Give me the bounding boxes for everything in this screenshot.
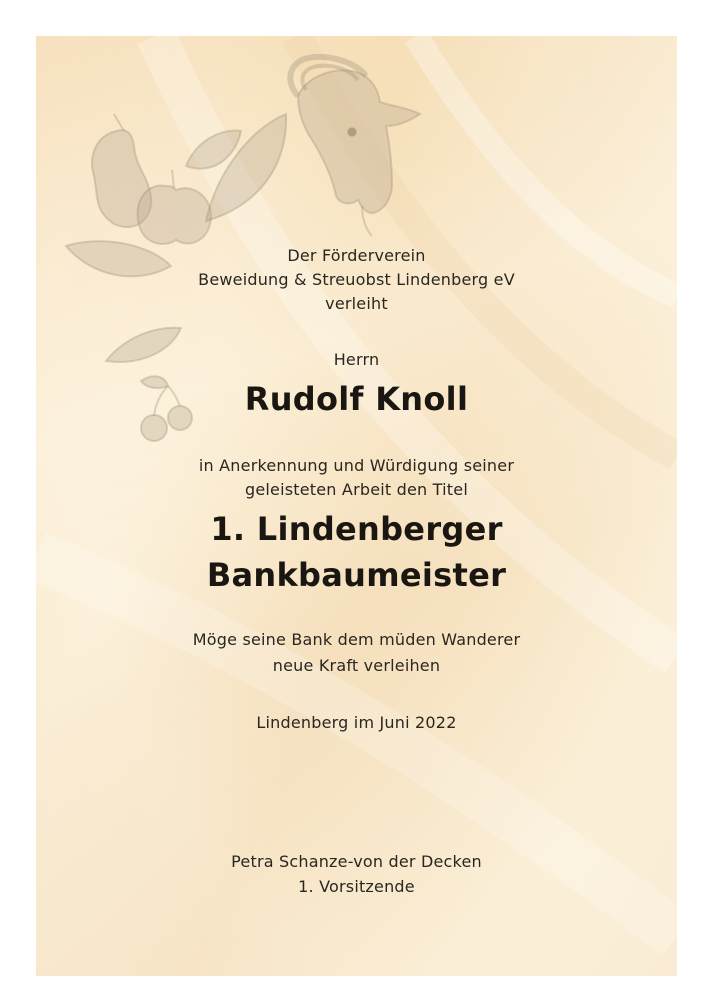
reason-line-2: geleisteten Arbeit den Titel: [245, 480, 468, 499]
issuer-line-2: Beweidung & Streuobst Lindenberg eV: [198, 270, 515, 289]
recipient-name: Rudolf Knoll: [244, 380, 469, 418]
certificate: [36, 36, 677, 976]
signer-role: 1. Vorsitzende: [298, 877, 415, 896]
award-title-line-1: 1. Lindenberger: [210, 510, 503, 548]
award-title-line-2: Bankbaumeister: [206, 556, 507, 594]
place-date: Lindenberg im Juni 2022: [256, 713, 457, 732]
wish-line-2: neue Kraft verleihen: [272, 656, 441, 675]
wish-line-1: Möge seine Bank dem müden Wanderer: [192, 630, 521, 649]
issuer-line-1: Der Förderverein: [287, 246, 426, 265]
reason-line-1: in Anerkennung und Würdigung seiner: [198, 456, 515, 475]
issuer-line-3: verleiht: [325, 294, 388, 313]
signer-name: Petra Schanze-von der Decken: [231, 852, 482, 871]
salutation: Herrn: [333, 350, 380, 369]
